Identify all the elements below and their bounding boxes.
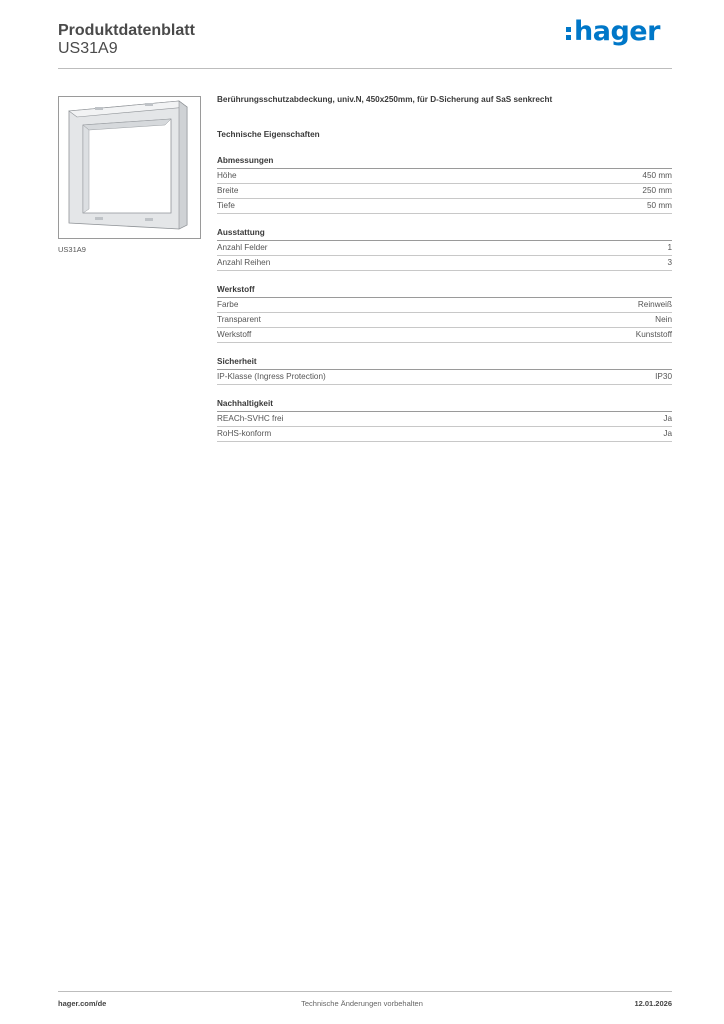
- row-value: Reinweiß: [637, 300, 672, 309]
- image-caption: US31A9: [58, 245, 86, 254]
- row-label: Transparent: [217, 315, 261, 324]
- footer-divider: [58, 991, 672, 992]
- product-code: US31A9: [58, 40, 118, 57]
- section-title: Nachhaltigkeit: [217, 399, 672, 412]
- section-werkstoff: [217, 285, 672, 343]
- product-description: Berührungsschutzabdeckung, univ.N, 450x250mm, für D-Sicherung auf SaS senkrecht: [217, 95, 553, 104]
- row-value: Ja: [663, 414, 672, 423]
- section-nachhaltigkeit: [217, 399, 672, 442]
- product-details: [217, 95, 672, 442]
- row-value: 3: [667, 258, 672, 267]
- row-label: Breite: [217, 186, 239, 195]
- table-row: [217, 169, 672, 184]
- footer-notice: Technische Änderungen vorbehalten: [301, 999, 423, 1008]
- footer-website-link[interactable]: hager.com/de: [58, 999, 107, 1008]
- logo-dots-icon: [566, 24, 572, 42]
- section-ausstattung: [217, 228, 672, 271]
- row-value: Nein: [655, 315, 672, 324]
- hager-logo: [566, 16, 660, 47]
- row-value: Kunststoff: [635, 330, 672, 339]
- row-label: IP-Klasse (Ingress Protection): [217, 372, 326, 381]
- row-label: Höhe: [217, 171, 237, 180]
- row-label: Anzahl Reihen: [217, 258, 271, 267]
- section-abmessungen: [217, 156, 672, 214]
- row-label: Werkstoff: [217, 330, 252, 339]
- row-label: RoHS-konform: [217, 429, 272, 438]
- tech-heading: Technische Eigenschaften: [217, 130, 320, 139]
- row-label: REACh-SVHC frei: [217, 414, 284, 423]
- table-row: [217, 298, 672, 313]
- frame-product-icon: [59, 97, 200, 238]
- section-title: Abmessungen: [217, 156, 672, 169]
- table-row: [217, 256, 672, 271]
- section-title: Werkstoff: [217, 285, 672, 298]
- table-row: [217, 241, 672, 256]
- row-value: 250 mm: [642, 186, 672, 195]
- table-row: [217, 184, 672, 199]
- table-row: [217, 328, 672, 343]
- section-sicherheit: [217, 357, 672, 385]
- table-row: [217, 370, 672, 385]
- section-title: Sicherheit: [217, 357, 672, 370]
- logo-text: hager: [574, 16, 660, 47]
- row-value: 450 mm: [642, 171, 672, 180]
- table-row: [217, 199, 672, 214]
- header-divider: [58, 68, 672, 69]
- table-row: [217, 427, 672, 442]
- section-title: Ausstattung: [217, 228, 672, 241]
- row-label: Anzahl Felder: [217, 243, 268, 252]
- product-image: [58, 96, 201, 239]
- row-value: 1: [667, 243, 672, 252]
- row-label: Tiefe: [217, 201, 235, 210]
- row-value: IP30: [655, 372, 672, 381]
- row-label: Farbe: [217, 300, 239, 309]
- footer-date: 12.01.2026: [634, 999, 672, 1008]
- page-title: Produktdatenblatt: [58, 22, 195, 39]
- row-value: 50 mm: [646, 201, 672, 210]
- table-row: [217, 313, 672, 328]
- table-row: [217, 412, 672, 427]
- row-value: Ja: [663, 429, 672, 438]
